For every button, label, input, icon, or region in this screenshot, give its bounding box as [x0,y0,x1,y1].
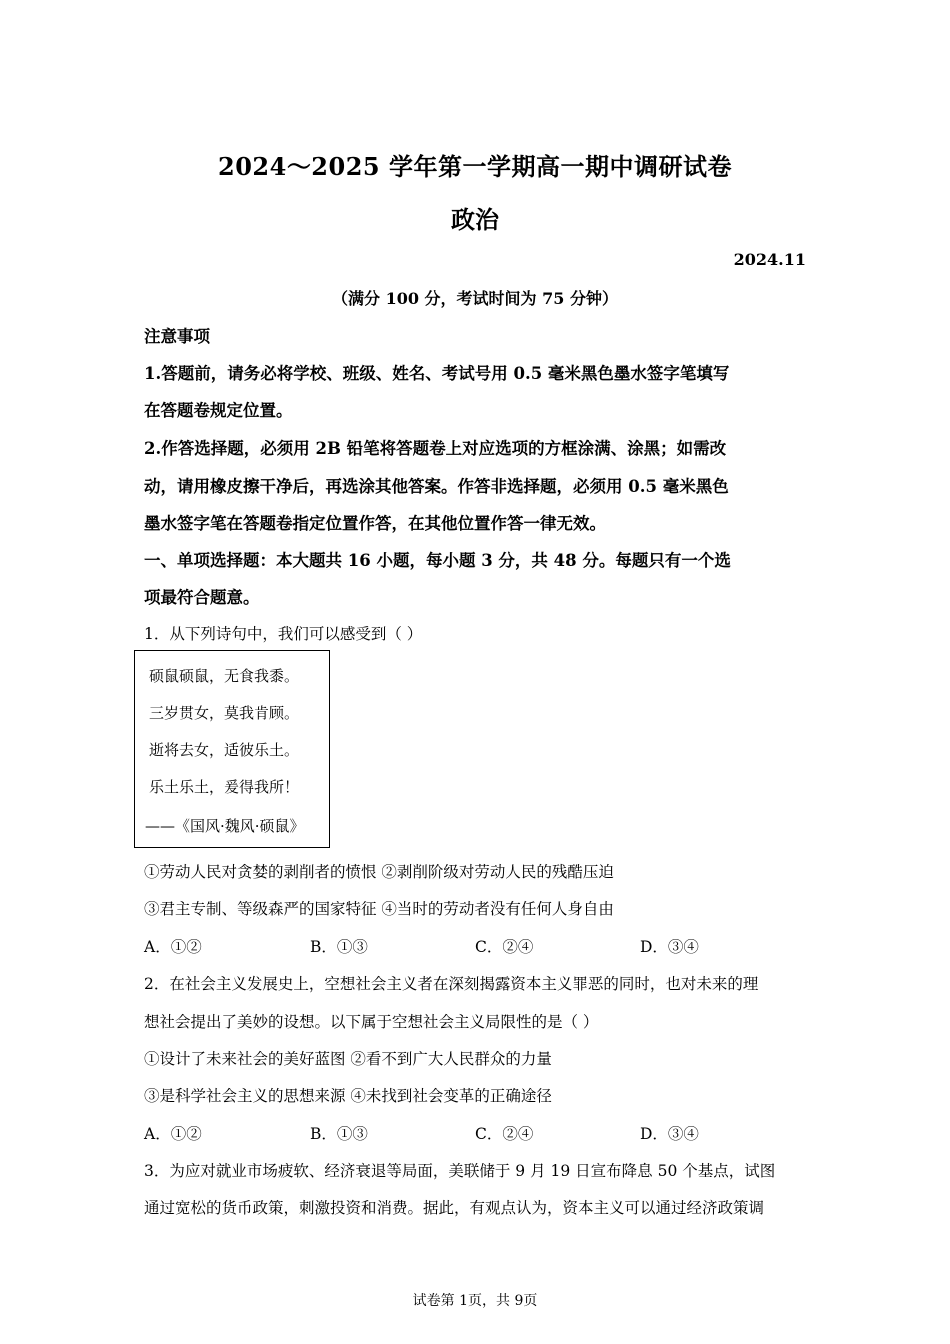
question-3-stem-line-1: 3．为应对就业市场疲软、经济衰退等局面，美联储于 9 月 19 日宣布降息 50 个基点，试图 [144,1162,776,1180]
question-2-option-d[interactable]: D．③④ [640,1125,699,1143]
exam-time-limit: （满分 100 分，考试时间为 75 分钟） [332,289,618,308]
exam-subject: 政治 [451,205,499,234]
section-1-heading-line-1: 一、单项选择题：本大题共 16 小题，每小题 3 分，共 48 分。每题只有一个选 [144,551,731,570]
notes-item-2-line-1: 2.作答选择题，必须用 2B 铅笔将答题卷上对应选项的方框涂满、涂黑；如需改 [144,439,727,458]
poem-line-2: 三岁贯女，莫我肯顾。 [149,704,300,722]
page-footer: 试卷第 1页，共 9页 [412,1293,538,1309]
notes-item-2-line-3: 墨水签字笔在答题卷指定位置作答，在其他位置作答一律无效。 [144,514,606,533]
poem-line-4: 乐土乐土，爰得我所！ [149,778,300,796]
question-2-statements-line-2: ③是科学社会主义的思想来源 ④未找到社会变革的正确途径 [144,1087,552,1105]
question-1-statements-line-1: ①劳动人民对贪婪的剥削者的愤恨 ②剥削阶级对劳动人民的残酷压迫 [144,863,614,881]
poem-box [134,650,330,848]
poem-source: ——《国风·魏风·硕鼠》 [145,817,305,835]
question-2-option-b[interactable]: B．①③ [310,1125,368,1143]
question-1-option-a[interactable]: A．①② [144,938,202,956]
section-1-heading-line-2: 项最符合题意。 [144,588,260,607]
question-2-stem-line-2: 想社会提出了美妙的设想。以下属于空想社会主义局限性的是（ ） [144,1013,599,1031]
question-2-option-a[interactable]: A．①② [144,1125,202,1143]
question-2-stem-line-1: 2．在社会主义发展史上，空想社会主义者在深刻揭露资本主义罪恶的同时，也对未来的理 [144,975,759,993]
poem-line-1: 硕鼠硕鼠，无食我黍。 [149,667,300,685]
exam-date: 2024.11 [733,250,806,269]
question-1-statements-line-2: ③君主专制、等级森严的国家特征 ④当时的劳动者没有任何人身自由 [144,900,614,918]
question-1-option-c[interactable]: C．②④ [475,938,534,956]
question-1-option-d[interactable]: D．③④ [640,938,699,956]
notes-item-2-line-2: 动，请用橡皮擦干净后，再选涂其他答案。作答非选择题，必须用 0.5 毫米黑色 [144,477,729,496]
notes-item-1-line-2: 在答题卷规定位置。 [144,401,293,420]
notes-item-1-line-1: 1.答题前，请务必将学校、班级、姓名、考试号用 0.5 毫米黑色墨水签字笔填写 [144,364,730,383]
question-2-statements-line-1: ①设计了未来社会的美好蓝图 ②看不到广大人民群众的力量 [144,1050,552,1068]
question-2-option-c[interactable]: C．②④ [475,1125,534,1143]
poem-line-3: 逝将去女，适彼乐土。 [149,741,300,759]
question-1-option-b[interactable]: B．①③ [310,938,368,956]
exam-title: 2024～2025 学年第一学期高一期中调研试卷 [218,152,732,181]
notes-heading: 注意事项 [144,327,210,346]
question-3-stem-line-2: 通过宽松的货币政策，刺激投资和消费。据此，有观点认为，资本主义可以通过经济政策调 [144,1199,765,1217]
question-1-stem: 1．从下列诗句中，我们可以感受到（ ） [144,625,423,643]
